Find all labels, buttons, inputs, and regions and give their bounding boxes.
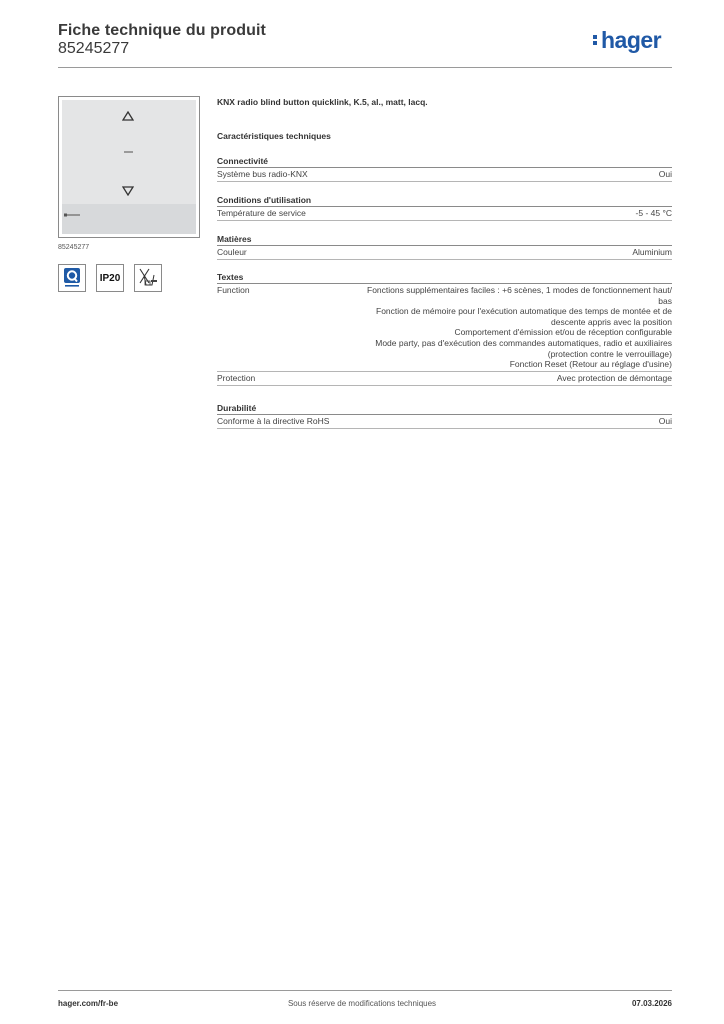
spec-row bbox=[217, 207, 672, 221]
quality-label-badge bbox=[58, 264, 86, 292]
spec-value-function bbox=[317, 285, 672, 370]
logo-text: hager bbox=[601, 27, 662, 53]
function-line: descente appris avec la position bbox=[551, 316, 672, 327]
spec-value: Oui bbox=[658, 416, 672, 426]
arrow-up-icon bbox=[122, 111, 134, 121]
section-title: Textes bbox=[217, 272, 672, 284]
section-conditions bbox=[217, 195, 672, 221]
header-divider bbox=[58, 67, 672, 68]
product-reference: 85245277 bbox=[58, 40, 130, 57]
section-title: Conditions d'utilisation bbox=[217, 195, 672, 207]
spec-row-function bbox=[217, 284, 672, 372]
image-caption: 85245277 bbox=[58, 244, 90, 251]
spec-row-protection bbox=[217, 372, 672, 386]
spec-key: Température de service bbox=[217, 208, 306, 218]
logo-dots-icon bbox=[593, 32, 599, 46]
spec-key: Couleur bbox=[217, 247, 247, 257]
function-line: Fonctions supplémentaires faciles : +6 scènes, 1 modes de fonctionnement haut/ bbox=[367, 285, 672, 295]
footer-website-link[interactable]: hager.com/fr-be bbox=[58, 999, 119, 1008]
spec-row bbox=[217, 246, 672, 260]
arrow-down-icon bbox=[122, 186, 134, 196]
spec-value: -5 - 45 °C bbox=[635, 208, 672, 218]
page-title: Fiche technique du produit bbox=[58, 22, 266, 39]
spec-value: Aluminium bbox=[632, 247, 672, 257]
function-line: (protection contre le verrouillage) bbox=[547, 348, 672, 359]
footer-divider bbox=[58, 990, 672, 991]
spec-row bbox=[217, 415, 672, 429]
section-textes bbox=[217, 272, 672, 386]
stop-mark-icon bbox=[124, 151, 133, 153]
section-title: Matières bbox=[217, 234, 672, 246]
spec-key: Système bus radio-KNX bbox=[217, 169, 308, 179]
ip20-badge bbox=[96, 264, 124, 292]
tech-characteristics-heading: Caractéristiques techniques bbox=[217, 131, 331, 141]
function-line: Mode party, pas d'exécution des commandes automatiques, radio et auxiliaires bbox=[375, 337, 672, 348]
function-line: Fonction de mémoire pour l'exécution automatique des temps de montée et de bbox=[376, 306, 672, 317]
section-matieres bbox=[217, 234, 672, 260]
status-led-icon bbox=[64, 213, 80, 217]
disposal-badge bbox=[134, 264, 162, 292]
spec-key: Function bbox=[217, 285, 250, 295]
product-image bbox=[62, 100, 196, 234]
ip20-icon: IP20 bbox=[99, 273, 121, 284]
spec-value: Oui bbox=[658, 169, 672, 179]
function-line: Fonction Reset (Retour au réglage d'usine) bbox=[509, 359, 672, 370]
product-name: KNX radio blind button quicklink, K.5, al., matt, lacq. bbox=[217, 97, 428, 107]
section-connectivite bbox=[217, 156, 672, 182]
section-title: Connectivité bbox=[217, 156, 672, 168]
section-durabilite bbox=[217, 403, 672, 429]
function-line: bas bbox=[658, 295, 672, 306]
hager-logo[interactable] bbox=[593, 29, 661, 52]
function-line: Comportement d'émission et/ou de réception configurable bbox=[454, 327, 672, 338]
spec-key: Conforme à la directive RoHS bbox=[217, 416, 330, 426]
spec-value: Avec protection de démontage bbox=[556, 372, 672, 383]
footer-date: 07.03.2026 bbox=[631, 999, 672, 1008]
spec-row bbox=[217, 168, 672, 182]
recycling-disposal-icon bbox=[135, 265, 161, 291]
spec-key: Protection bbox=[217, 372, 256, 383]
footer-disclaimer: Sous réserve de modifications techniques bbox=[287, 999, 437, 1008]
quality-label-icon bbox=[59, 265, 85, 291]
section-title: Durabilité bbox=[217, 403, 672, 415]
